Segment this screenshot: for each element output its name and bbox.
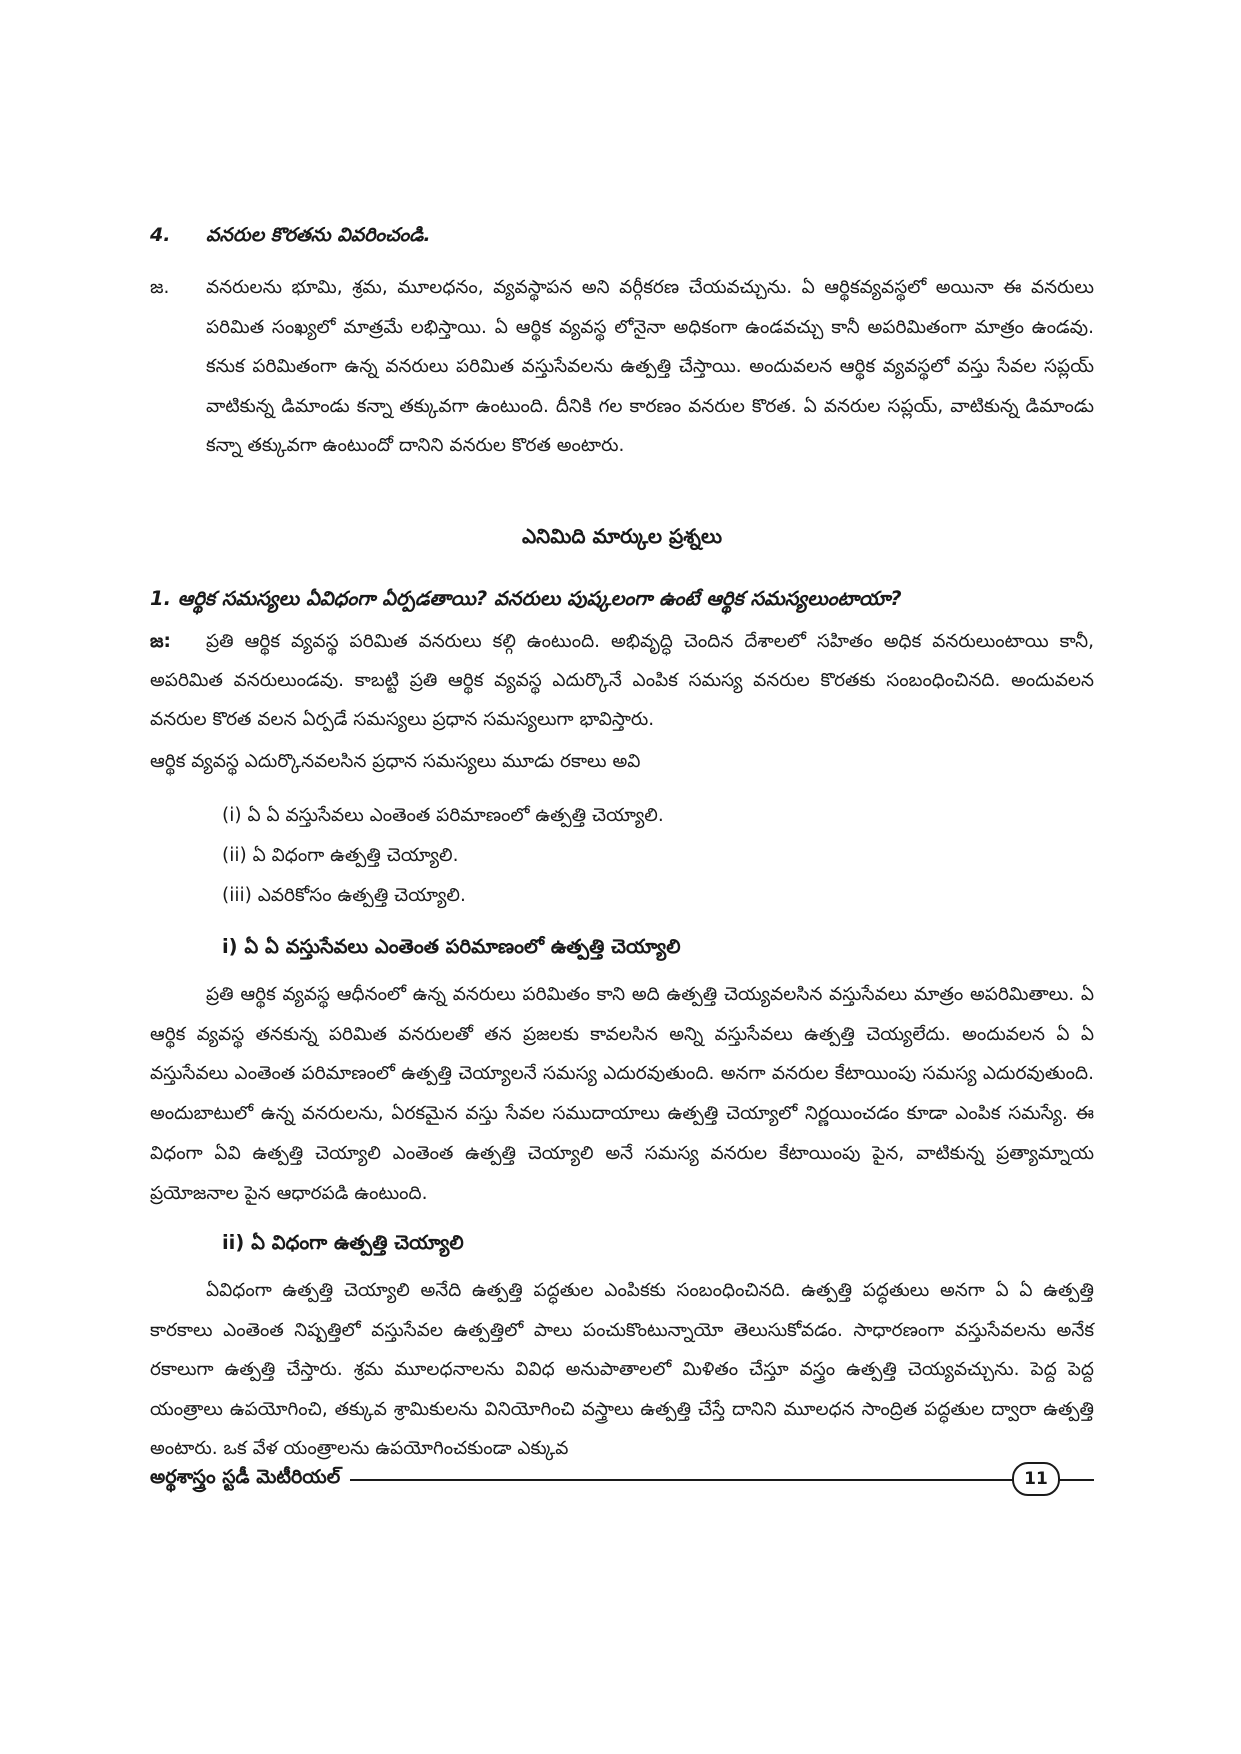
problems-intro: ఆర్థిక వ్యవస్థ ఎదుర్కొనవలసిన ప్రధాన సమస్యలు మూడు రకాలు అవి	[150, 751, 641, 772]
answer-marker: జ.	[150, 277, 170, 298]
list-item: (i) ఏ ఏ వస్తుసేవలు ఎంతెంత పరిమాణంలో ఉత్పత్తి చెయ్యాలి.	[222, 805, 664, 826]
page-footer	[150, 1462, 1094, 1496]
subheading-how-to-produce: ii) ఏ విధంగా ఉత్పత్తి చెయ్యాలి	[222, 1231, 464, 1254]
list-item: (iii) ఎవరికోసం ఉత్పత్తి చెయ్యాలి.	[222, 885, 466, 906]
paragraph-how-to-produce: ఏవిధంగా ఉత్పత్తి చెయ్యాలి అనేది ఉత్పత్తి పద్ధతుల ఎంపికకు సంబంధించినది. ఉత్పత్తి పద్ధతులు అనగా ఏ ఏ ఉత్పత్తి కారకాలు ఎంతెంత నిష్పత్తిలో వస్తుసేవల ఉత్పత్తిలో పాలు పంచుకొంటున్నాయో తెలుసుకోవడం. సాధారణంగా వస్తుసేవలను అనేక రకాలుగా ఉత్పత్తి చేస్తారు. శ్రమ మూలధనాలను వివిధ అనుపాతాలలో మిళితం చేస్తూ వస్త్రం ఉత్పత్తి చెయ్యవచ్చును. పెద్ద పెద్ద యంత్రాలు ఉపయోగించి, తక్కువ శ్రామికులను వినియోగించి వస్త్రాలు ఉత్పత్తి చేస్తే దానిని మూలధన సాంద్రిత పద్ధతుల ద్వారా ఉత్పత్తి అంటారు. ఒక వేళ యంత్రాలను ఉపయోగించకుండా ఎక్కువ	[150, 1280, 1094, 1459]
question-4-answer	[150, 268, 1094, 466]
question-4-answer-text: వనరులను భూమి, శ్రమ, మూలధనం, వ్యవస్థాపన అని వర్గీకరణ చేయవచ్చును. ఏ ఆర్థికవ్యవస్థలో అయినా ఈ వనరులు పరిమిత సంఖ్యలో మాత్రమే లభిస్తాయి. ఏ ఆర్థిక వ్యవస్థ లోనైనా అధికంగా ఉండవచ్చు కానీ అపరిమితంగా మాత్రం ఉండవు. కనుక పరిమితంగా ఉన్న వనరులు పరిమిత వస్తుసేవలను ఉత్పత్తి చేస్తాయి. అందువలన ఆర్థిక వ్యవస్థలో వస్తు సేవల సప్లయ్ వాటికున్న డిమాండు కన్నా తక్కువగా ఉంటుంది. దీనికి గల కారణం వనరుల కొరత. ఏ వనరుల సప్లయ్, వాటికున్న డిమాండు కన్నా తక్కువగా ఉంటుందో దానిని వనరుల కొరత అంటారు.	[206, 277, 1094, 457]
question-1-heading: 1. ఆర్థిక సమస్యలు ఏవిధంగా ఏర్పడతాయి? వనరులు పుష్కలంగా ఉంటే ఆర్థిక సమస్యలుంటాయా?	[150, 587, 902, 610]
question-4-heading	[150, 224, 1094, 251]
question-1-answer-text: ప్రతి ఆర్థిక వ్యవస్థ పరిమిత వనరులు కల్గి ఉంటుంది. అభివృద్ధి చెందిన దేశాలలో సహితం అధిక వనరులుంటాయి కానీ, అపరిమిత వనరులుండవు. కాబట్టి ప్రతి ఆర్థిక వ్యవస్థ ఎదుర్కొనే ఎంపిక సమస్య వనరుల కొరతకు సంబంధించినది. అందువలన వనరుల కొరత వలన ఏర్పడే సమస్యలు ప్రధాన సమస్యలుగా భావిస్తారు.	[150, 631, 1094, 730]
question-4-number: 4.	[150, 224, 171, 246]
answer-marker: జ:	[150, 631, 171, 652]
section-title: ఎనిమిది మార్కుల ప్రశ్నలు	[521, 524, 723, 548]
subheading-what-to-produce: i) ఏ ఏ వస్తుసేవలు ఎంతెంత పరిమాణంలో ఉత్పత్తి చెయ్యాలి	[222, 935, 681, 958]
question-4-text: వనరుల కొరతను వివరించండి.	[206, 224, 431, 246]
footer-title: అర్థశాస్త్రం స్టడీ మెటీరియల్	[150, 1466, 350, 1493]
list-item: (ii) ఏ విధంగా ఉత్పత్తి చెయ్యాలి.	[222, 845, 459, 866]
page-number: 11	[1012, 1462, 1060, 1496]
paragraph-what-to-produce: ప్రతి ఆర్థిక వ్యవస్థ ఆధీనంలో ఉన్న వనరులు పరిమితం కాని అది ఉత్పత్తి చెయ్యవలసిన వస్తుసేవలు మాత్రం అపరిమితాలు. ఏ ఆర్థిక వ్యవస్థ తనకున్న పరిమిత వనరులతో తన ప్రజలకు కావలసిన అన్ని వస్తుసేవలు ఉత్పత్తి చెయ్యలేదు. అందువలన ఏ ఏ వస్తుసేవలు ఎంతెంత పరిమాణంలో ఉత్పత్తి చెయ్యాలనే సమస్య ఎదురవుతుంది. అనగా వనరుల కేటాయింపు సమస్య ఎదురవుతుంది. అందుబాటులో ఉన్న వనరులను, ఏరకమైన వస్తు సేవల సముదాయాలు ఉత్పత్తి చెయ్యాలో నిర్ణయించడం కూడా ఎంపిక సమస్యే. ఈ విధంగా ఏవి ఉత్పత్తి చెయ్యాలి ఎంతెంత ఉత్పత్తి చెయ్యాలి అనే సమస్య వనరుల కేటాయింపు పైన, వాటికున్న ప్రత్యామ్నాయ ప్రయోజనాల పైన ఆధారపడి ఉంటుంది.	[150, 984, 1094, 1204]
problems-list	[222, 796, 1082, 916]
question-1-answer	[150, 622, 1094, 739]
